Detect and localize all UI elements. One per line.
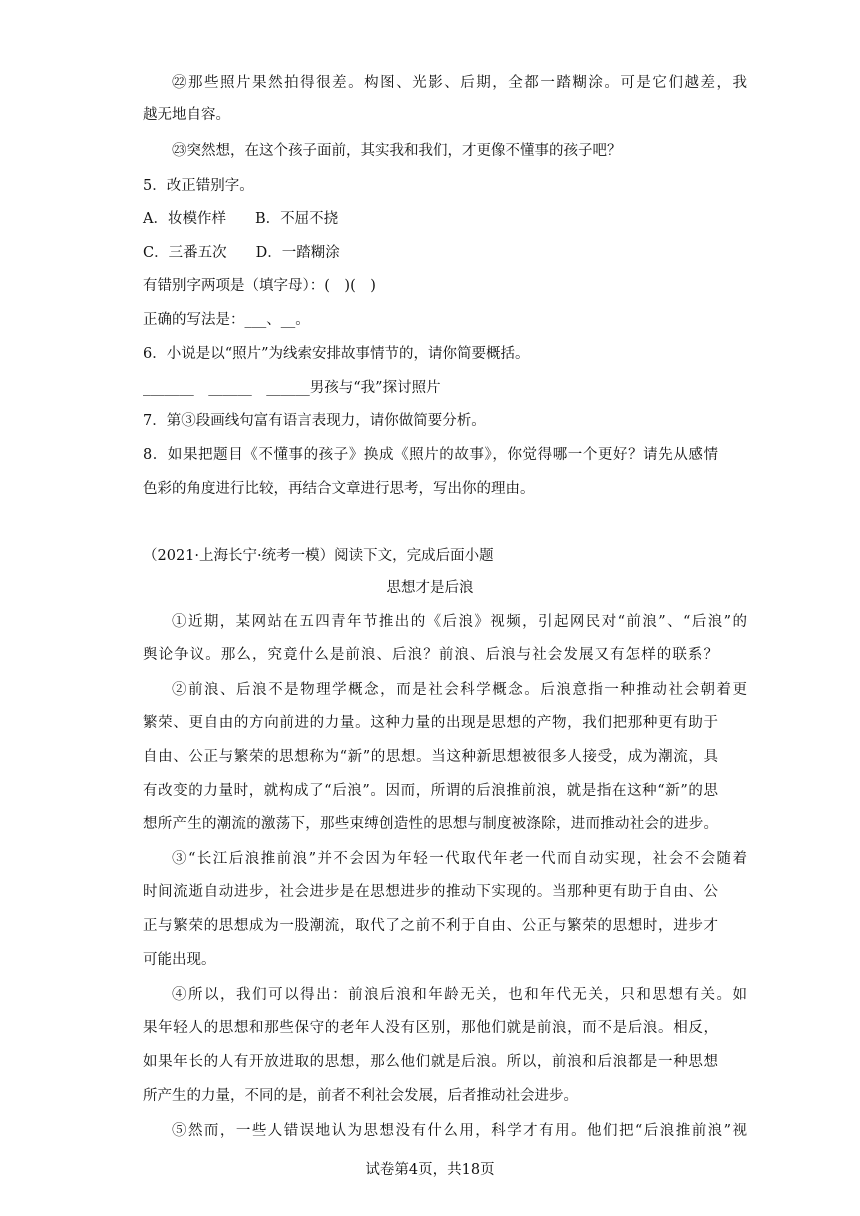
- question-6-blanks: _______ ______ ______男孩与“我”探讨照片: [143, 380, 441, 396]
- answer-letters: 有错别字两项是（填字母）：( )( ): [143, 278, 376, 294]
- article-title: 思想才是后浪: [386, 580, 474, 596]
- question-8-line-1: 8．如果把题目《不懂事的孩子》换成《照片的故事》，你觉得哪一个更好？请先从感情: [143, 447, 718, 463]
- paragraph-2-line-5: 想所产生的潮流的激荡下，那些束缚创造性的思想与制度被涤除，进而推动社会的进步。: [143, 816, 718, 832]
- paragraph-2-line-1: ②前浪、后浪不是物理学概念，而是社会科学概念。后浪意指一种推动社会朝着更: [172, 682, 747, 698]
- paragraph-22-line-1: ㉒那些照片果然拍得很差。构图、光影、后期，全都一踏糊涂。可是它们越差，我: [172, 75, 747, 91]
- paragraph-22-line-2: 越无地自容。: [143, 107, 230, 123]
- paragraph-3-line-1: ③“长江后浪推前浪”并不会因为年轻一代取代年老一代而自动实现，社会不会随着: [172, 851, 747, 867]
- paragraph-2-line-2: 繁荣、更自由的方向前进的力量。这种力量的出现是思想的产物，我们把那种更有助于: [143, 715, 718, 731]
- page-footer: 试卷第4页，共18页: [365, 1162, 495, 1178]
- paragraph-1-line-1: ①近期，某网站在五四青年节推出的《后浪》视频，引起网民对“前浪”、“后浪”的: [172, 614, 747, 630]
- question-6: 6．小说是以“照片”为线索安排故事情节的，请你简要概括。: [143, 346, 530, 362]
- paragraph-2-line-4: 有改变的力量时，就构成了“后浪”。因而，所谓的后浪推前浪，就是指在这种“新”的思: [143, 783, 718, 799]
- paragraph-23: ㉓突然想，在这个孩子面前，其实我和我们，才更像不懂事的孩子吧？: [172, 143, 622, 159]
- paragraph-1-line-2: 舆论争议。那么，究竟什么是前浪、后浪？前浪、后浪与社会发展又有怎样的联系？: [143, 647, 718, 663]
- paragraph-2-line-3: 自由、公正与繁荣的思想称为“新”的思想。当这种新思想被很多人接受，成为潮流，具: [143, 749, 718, 765]
- paragraph-3-line-3: 正与繁荣的思想成为一股潮流，取代了之前不利于自由、公正与繁荣的思想时，进步才: [143, 918, 718, 934]
- paragraph-3-line-4: 可能出现。: [143, 952, 216, 968]
- paragraph-4-line-4: 所产生的力量，不同的是，前者不利社会发展，后者推动社会进步。: [143, 1088, 578, 1104]
- option-a-b: A．妆模作样 B．不屈不挠: [143, 211, 339, 227]
- option-c-d: C．三番五次 D．一踏糊涂: [143, 245, 340, 261]
- paragraph-4-line-2: 果年轻人的思想和那些保守的老年人没有区别，那他们就是前浪，而不是后浪。相反，: [143, 1020, 718, 1036]
- question-8-line-2: 色彩的角度进行比较，再结合文章进行思考，写出你的理由。: [143, 481, 535, 497]
- paragraph-3-line-2: 时间流逝自动进步，社会进步是在思想进步的推动下实现的。当那种更有助于自由、公: [143, 884, 718, 900]
- answer-corrections: 正确的写法是：___、__。: [143, 312, 310, 328]
- paragraph-5-line-1: ⑤然而，一些人错误地认为思想没有什么用，科学才有用。他们把“后浪推前浪”视: [172, 1123, 747, 1139]
- paragraph-4-line-3: 如果年长的人有开放进取的思想，那么他们就是后浪。所以，前浪和后浪都是一种思想: [143, 1054, 718, 1070]
- reading-source: （2021·上海长宁·统考一模）阅读下文，完成后面小题: [143, 548, 494, 564]
- question-5: 5．改正错别字。: [143, 178, 254, 194]
- question-7: 7．第③段画线句富有语言表现力，请你做简要分析。: [143, 413, 486, 429]
- paragraph-4-line-1: ④所以，我们可以得出：前浪后浪和年龄无关，也和年代无关，只和思想有关。如: [172, 987, 747, 1003]
